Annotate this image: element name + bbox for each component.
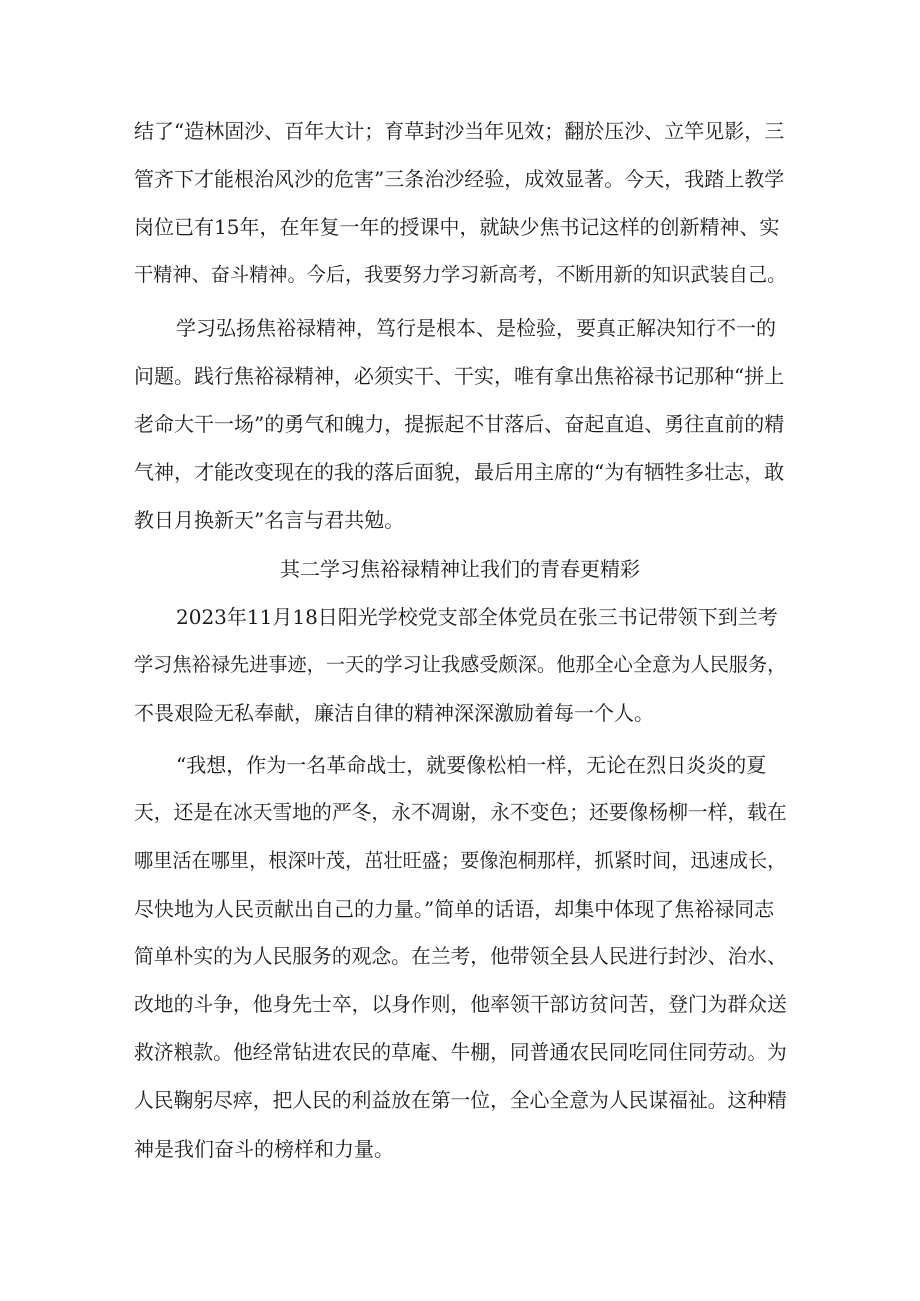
paragraph-2-line-1: 学习弘扬焦裕禄精神，笃行是根本、是检验，要真正解决知行不一的: [176, 316, 776, 340]
paragraph-4-line-5: 简单朴实的为人民服务的观念。在兰考，他带领全县人民进行封沙、治水、: [134, 945, 787, 968]
paragraph-2-line-2: 问题。践行焦裕禄精神，必须实干、干实，唯有拿出焦裕禄书记那种“拼上: [134, 364, 785, 388]
paragraph-1-line-1: 结了“造林固沙、百年大计；育草封沙当年见效；翻於压沙、立竿见影，三: [134, 119, 785, 143]
paragraph-2-line-5: 教日月换新天”名言与君共勉。: [134, 508, 405, 532]
paragraph-1-line-3: 岗位已有15年，在年复一年的授课中，就缺少焦书记这样的创新精神、实: [134, 215, 780, 239]
paragraph-4-line-9: 神是我们奋斗的榜样和力量。: [134, 1137, 394, 1161]
paragraph-4-line-3: 哪里活在哪里，根深叶茂，茁壮旺盛；要像泡桐那样，抓紧时间，迅速成长，: [134, 849, 787, 872]
paragraph-1-line-4: 干精神、奋斗精神。今后，我要努力学习新高考，不断用新的知识武装自己。: [134, 263, 787, 286]
paragraph-4-line-2: 天，还是在冰天雪地的严冬，永不凋谢，永不变色；还要像杨柳一样，载在: [134, 801, 787, 824]
paragraph-3-line-2: 学习焦裕禄先进事迹，一天的学习让我感受颇深。他那全心全意为人民服务，: [134, 653, 787, 676]
paragraph-4-line-8: 人民鞠躬尽瘁，把人民的利益放在第一位，全心全意为人民谋福祉。这种精: [134, 1089, 787, 1112]
paragraph-4-line-1: “我想，作为一名革命战士，就要像松柏一样，无论在烈日炎炎的夏: [176, 753, 767, 777]
paragraph-4-line-7: 救济粮款。他经常钻进农民的草庵、牛棚，同普通农民同吃同住同劳动。为: [134, 1041, 787, 1064]
paragraph-4-line-6: 改地的斗争，他身先士卒，以身作则，他率领干部访贫问苦，登门为群众送: [134, 993, 787, 1016]
paragraph-2-line-3: 老命大干一场”的勇气和魄力，提振起不甘落后、奋起直追、勇往直前的精: [134, 412, 785, 436]
paragraph-3-line-3: 不畏艰险无私奉献，廉洁自律的精神深深激励着每一个人。: [134, 701, 654, 725]
paragraph-4-line-4: 尽快地为人民贡献出自己的力量。”简单的话语，却集中体现了焦裕禄同志: [134, 897, 775, 921]
section-title: 其二学习焦裕禄精神让我们的青春更精彩: [280, 557, 640, 581]
paragraph-1-line-2: 管齐下才能根治风沙的危害”三条治沙经验，成效显著。今天，我踏上教学: [134, 167, 785, 191]
paragraph-3-line-1: 2023年11月18日阳光学校党支部全体党员在张三书记带领下到兰考: [176, 605, 778, 629]
paragraph-2-line-4: 气神，才能改变现在的我的落后面貌，最后用主席的“为有牺牲多壮志，敢: [134, 460, 785, 484]
